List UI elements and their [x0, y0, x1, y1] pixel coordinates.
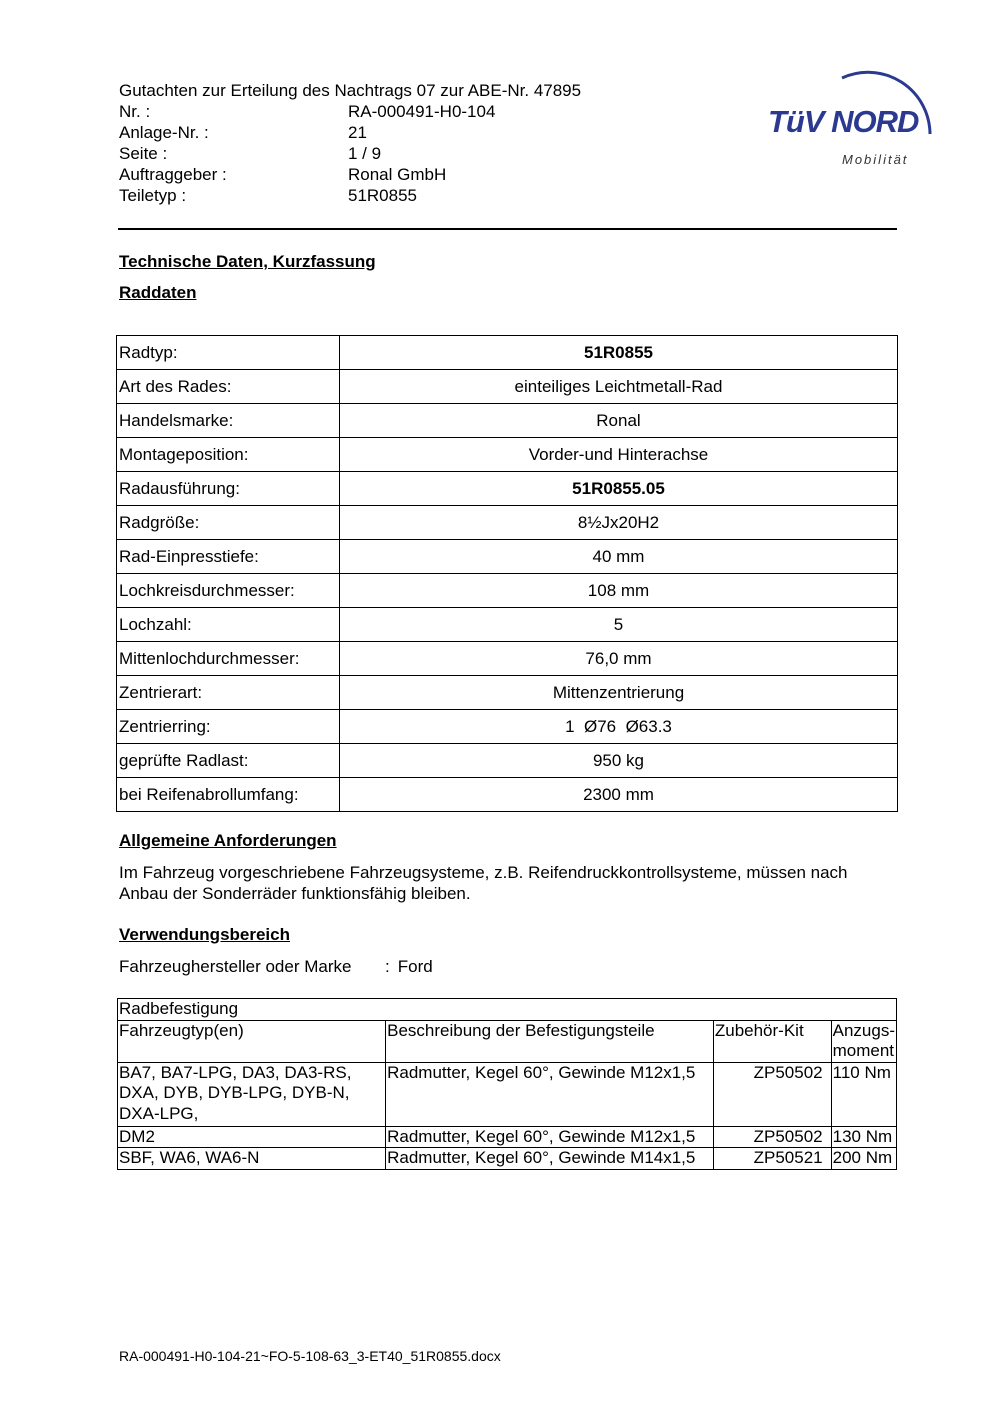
table-row — [117, 370, 898, 404]
header-row-nr — [119, 101, 581, 122]
heading-allgemein: Allgemeine Anforderungen — [119, 831, 337, 850]
header-row-auftraggeber — [119, 164, 581, 185]
header-value: RA-000491-H0-104 — [348, 102, 496, 121]
cell-description: Radmutter, Kegel 60°, Gewinde M12x1,5 — [386, 1126, 714, 1148]
cell-label: bei Reifenabrollumfang: — [117, 778, 340, 812]
table-row — [117, 540, 898, 574]
vehicle-maker — [119, 957, 433, 977]
table-row — [117, 642, 898, 676]
header-label: Anlage-Nr. : — [119, 123, 209, 142]
heading-verwendung: Verwendungsbereich — [119, 925, 290, 944]
table-row — [117, 472, 898, 506]
table-row — [117, 710, 898, 744]
table-caption-row — [118, 999, 897, 1021]
header-label: Auftraggeber : — [119, 165, 227, 184]
cell-torque: 200 Nm — [831, 1148, 896, 1170]
table-row — [117, 778, 898, 812]
mounting-table — [117, 998, 897, 1170]
cell-description: Radmutter, Kegel 60°, Gewinde M12x1,5 — [386, 1062, 714, 1126]
cell-label: Handelsmarke: — [117, 404, 340, 438]
column-header: Fahrzeugtyp(en) — [118, 1020, 386, 1062]
cell-vehicle-types: DM2 — [118, 1126, 386, 1148]
cell-torque: 130 Nm — [831, 1126, 896, 1148]
heading-raddaten: Raddaten — [119, 283, 197, 302]
column-header: Anzugs-moment — [832, 1020, 895, 1060]
cell-value: 76,0 mm — [340, 642, 898, 676]
table-row — [117, 404, 898, 438]
cell-label: Mittenlochdurchmesser: — [117, 642, 340, 676]
header-row-teiletyp — [119, 185, 581, 206]
document-header — [119, 80, 581, 206]
document-title: Gutachten zur Erteilung des Nachtrags 07 zur ABE-Nr. 47895 — [119, 81, 582, 100]
table-row — [117, 336, 898, 370]
cell-kit: ZP50502 — [713, 1062, 831, 1126]
table-row — [118, 1062, 897, 1126]
cell-label: Radtyp: — [117, 336, 340, 370]
header-label: Seite : — [119, 144, 168, 163]
cell-label: Zentrierart: — [117, 676, 340, 710]
cell-label: Lochkreisdurchmesser: — [117, 574, 340, 608]
column-header: Beschreibung der Befestigungsteile — [386, 1020, 714, 1062]
cell-kit: ZP50521 — [713, 1148, 831, 1170]
cell-label: Art des Rades: — [117, 370, 340, 404]
cell-value: 51R0855.05 — [340, 472, 898, 506]
heading-tech: Technische Daten, Kurzfassung — [119, 252, 376, 271]
table-row — [117, 574, 898, 608]
table-row — [117, 744, 898, 778]
table-row — [118, 1148, 897, 1170]
cell-value: 8½Jx20H2 — [340, 506, 898, 540]
cell-value: 40 mm — [340, 540, 898, 574]
table-row — [117, 676, 898, 710]
logo-brand: TüV NORD — [768, 104, 919, 139]
cell-value: Ronal — [340, 404, 898, 438]
header-value: 1 / 9 — [348, 144, 382, 163]
tuv-nord-logo — [762, 56, 942, 176]
maker-separator: : — [385, 957, 390, 976]
cell-value: 950 kg — [340, 744, 898, 778]
cell-value: Mittenzentrierung — [340, 676, 898, 710]
cell-label: geprüfte Radlast: — [117, 744, 340, 778]
cell-label: Radausführung: — [117, 472, 340, 506]
header-value: 21 — [348, 123, 367, 142]
cell-vehicle-types: SBF, WA6, WA6-N — [118, 1148, 386, 1170]
cell-label: Montageposition: — [117, 438, 340, 472]
header-row-seite — [119, 143, 581, 164]
table-header-row — [118, 1020, 897, 1062]
table-row — [117, 608, 898, 642]
cell-kit: ZP50502 — [713, 1126, 831, 1148]
wheel-data-table — [116, 335, 898, 812]
cell-description: Radmutter, Kegel 60°, Gewinde M14x1,5 — [386, 1148, 714, 1170]
table-row — [117, 506, 898, 540]
cell-torque: 110 Nm — [831, 1062, 896, 1126]
header-value: Ronal GmbH — [348, 165, 447, 184]
column-header: Zubehör-Kit — [713, 1020, 831, 1062]
table-caption: Radbefestigung — [118, 999, 897, 1021]
cell-value: einteiliges Leichtmetall-Rad — [340, 370, 898, 404]
cell-value: 108 mm — [340, 574, 898, 608]
cell-label: Lochzahl: — [117, 608, 340, 642]
table-row — [117, 438, 898, 472]
header-label: Nr. : — [119, 102, 151, 121]
cell-value: 1 Ø76 Ø63.3 — [340, 710, 898, 744]
header-divider — [118, 228, 897, 230]
cell-label: Zentrierring: — [117, 710, 340, 744]
header-value: 51R0855 — [348, 186, 418, 205]
cell-label: Radgröße: — [117, 506, 340, 540]
footer-filename: RA-000491-H0-104-21~FO-5-108-63_3-ET40_51R0855.docx — [119, 1348, 501, 1364]
logo-subtitle: Mobilität — [842, 152, 909, 167]
cell-value: 2300 mm — [340, 778, 898, 812]
requirements-text: Im Fahrzeug vorgeschriebene Fahrzeugsysteme, z.B. Reifendruckkontrollsysteme, müssen nach Anbau der Sonderräder funktionsfähig bleiben. — [119, 863, 848, 903]
maker-value: Ford — [397, 957, 433, 976]
maker-label: Fahrzeughersteller oder Marke — [119, 957, 352, 976]
cell-vehicle-types: BA7, BA7-LPG, DA3, DA3-RS, DXA, DYB, DYB-LPG, DYB-N, DXA-LPG, — [118, 1062, 386, 1126]
table-row — [118, 1126, 897, 1148]
header-label: Teiletyp : — [119, 186, 187, 205]
cell-label: Rad-Einpresstiefe: — [117, 540, 340, 574]
cell-value: Vorder-und Hinterachse — [340, 438, 898, 472]
cell-value: 51R0855 — [340, 336, 898, 370]
cell-value: 5 — [340, 608, 898, 642]
header-row-anlage — [119, 122, 581, 143]
